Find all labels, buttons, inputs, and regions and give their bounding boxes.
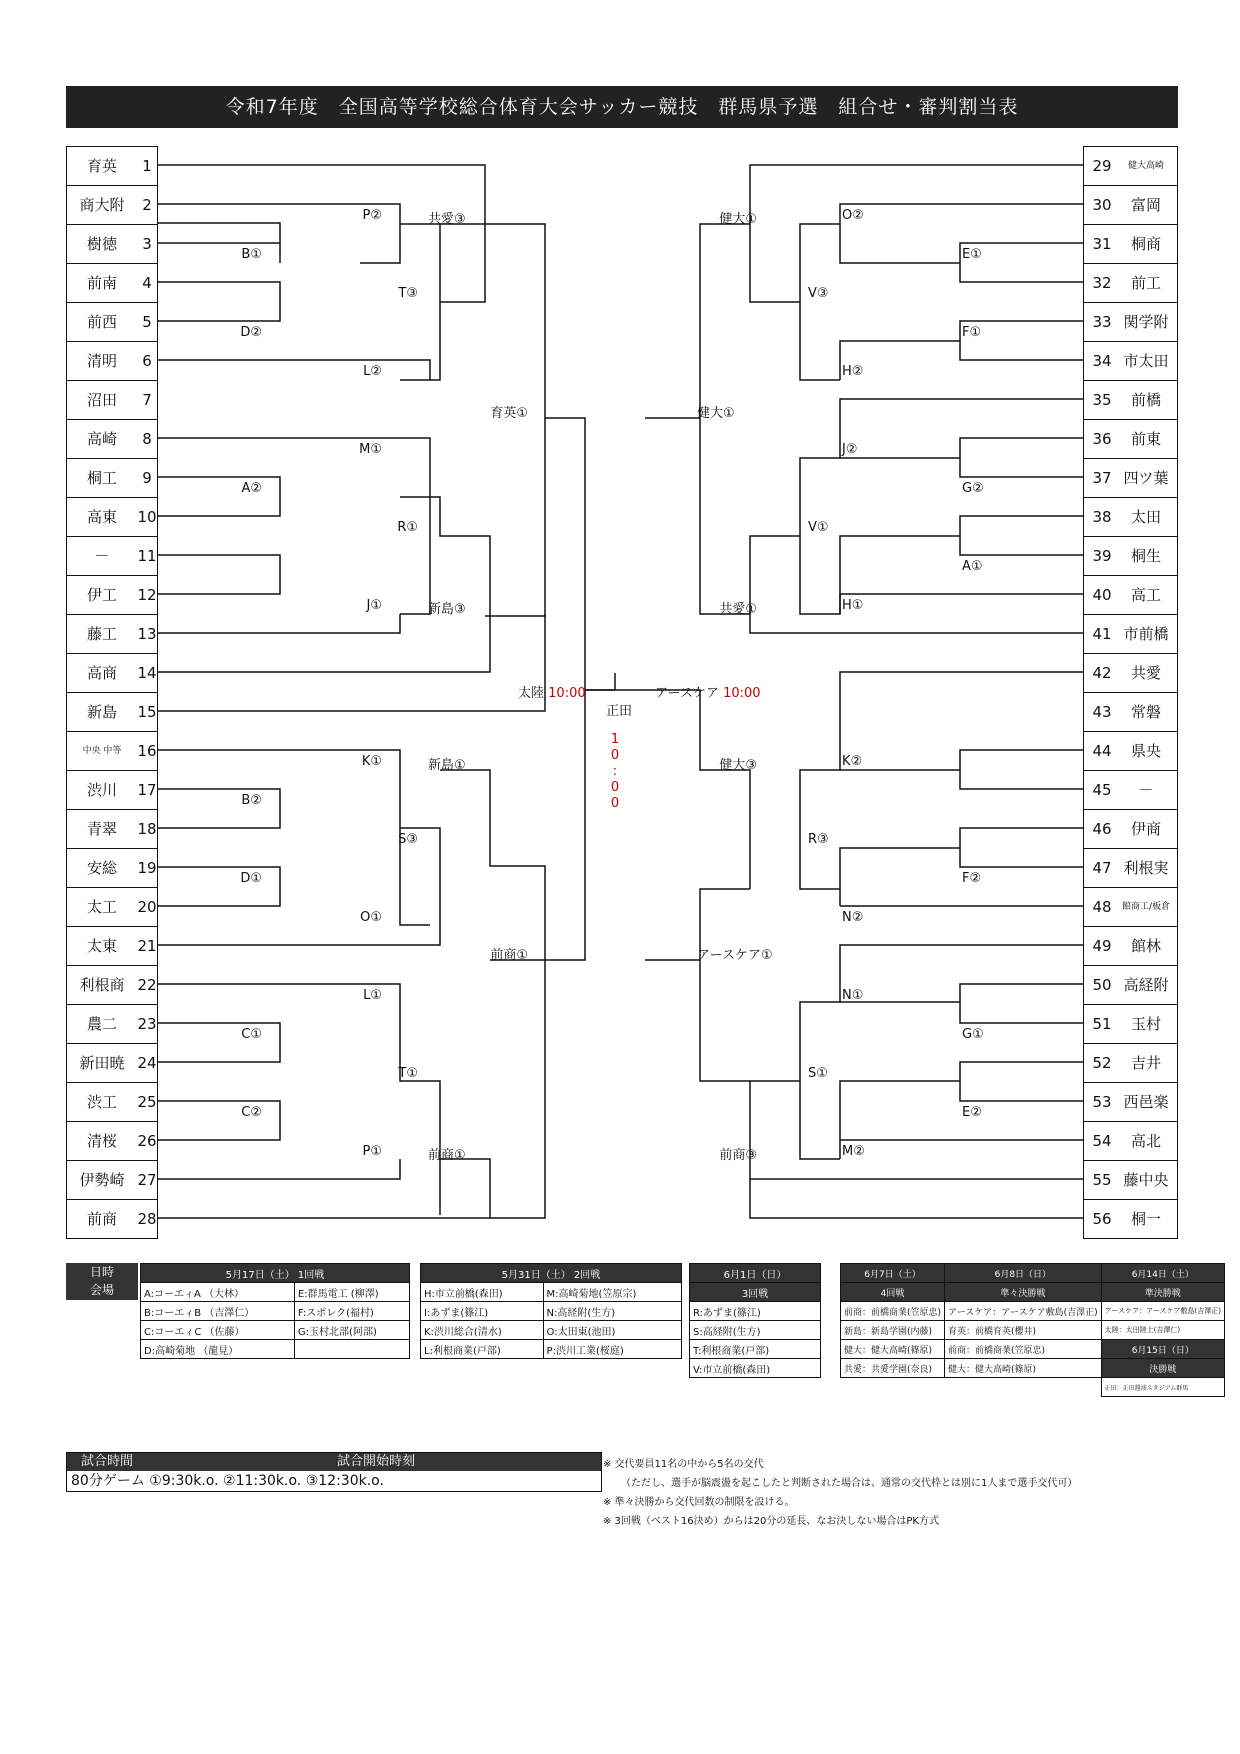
team-name: 県央: [1130, 742, 1161, 760]
left-team-slot: [66, 731, 158, 771]
team-name: 四ツ葉: [1123, 469, 1169, 487]
left-team-slot: [66, 380, 158, 420]
right-team-slot: [1083, 185, 1178, 225]
schedule-round1: 5月17日（土） 1回戦 A:コーエィA （大林） E:群馬電工 (柳澤) B:コーエィB （吉澤仁） F:スポレク(福村) C:コーエィC （佐藤） G:玉村北部(阿部) D:高崎菊地 （龍見）: [140, 1263, 410, 1359]
team-number: 39: [1092, 547, 1112, 565]
team-name: 安総: [86, 859, 117, 877]
team-number: 23: [137, 1015, 157, 1033]
bracket-label: D①: [240, 871, 262, 886]
final-center-venue: 正田: [606, 704, 633, 719]
bracket-label: H②: [842, 364, 864, 379]
right-team-slot: [1083, 731, 1178, 771]
team-name: 前工: [1130, 274, 1161, 292]
team-number: 50: [1092, 976, 1112, 994]
team-number: 22: [137, 976, 157, 994]
bracket-label: 共愛①: [719, 602, 757, 617]
bracket-label: L①: [363, 988, 382, 1003]
team-number: 16: [137, 742, 157, 760]
team-number: 1: [142, 157, 152, 175]
right-team-slot: [1083, 653, 1178, 693]
right-team-slot: [1083, 1004, 1178, 1044]
team-name: 藤工: [86, 625, 117, 643]
team-name: 太工: [86, 898, 117, 916]
left-team-slot: [66, 458, 158, 498]
left-team-slot: [66, 575, 158, 615]
team-name: 利根実: [1123, 859, 1169, 877]
team-name: 前商: [86, 1210, 117, 1228]
team-number: 40: [1092, 586, 1112, 604]
bracket-label: 前商①: [428, 1148, 466, 1163]
team-number: 47: [1092, 859, 1112, 877]
team-number: 6: [142, 352, 152, 370]
team-name: 玉村: [1130, 1015, 1161, 1033]
left-team-slot: [66, 809, 158, 849]
right-team-slot: [1083, 965, 1178, 1005]
right-team-slot: [1083, 1121, 1178, 1161]
team-number: 55: [1092, 1171, 1112, 1189]
bracket-label: O①: [360, 910, 382, 925]
bracket-label: R③: [808, 832, 829, 847]
team-name: －: [94, 547, 110, 565]
final-left-venue: 太陸 10:00: [518, 686, 586, 701]
team-number: 21: [137, 937, 157, 955]
team-number: 10: [137, 508, 157, 526]
bracket-label: K①: [361, 754, 382, 769]
team-name: 館林: [1130, 937, 1161, 955]
final-right-venue: アースケア 10:00: [655, 686, 761, 701]
team-number: 54: [1092, 1132, 1112, 1150]
bracket-label: L②: [363, 364, 382, 379]
left-team-slot: [66, 653, 158, 693]
team-name: 桐生: [1130, 547, 1161, 565]
left-team-slot: [66, 1043, 158, 1083]
bracket-label: J②: [842, 442, 858, 457]
bracket-label: G①: [962, 1027, 984, 1042]
team-number: 35: [1092, 391, 1112, 409]
team-name: 高北: [1130, 1132, 1161, 1150]
team-name: 前南: [86, 274, 117, 292]
left-team-slot: [66, 185, 158, 225]
team-name: 高工: [1130, 586, 1161, 604]
bracket-label: 育英①: [490, 406, 528, 421]
team-name: 清桜: [86, 1132, 117, 1150]
team-name: 桐工: [86, 469, 117, 487]
team-name: 育英: [86, 157, 117, 175]
page-title: 令和7年度 全国高等学校総合体育大会サッカー競技 群馬県予選 組合せ・審判割当表: [66, 86, 1178, 128]
right-team-slot: [1083, 146, 1178, 186]
team-number: 36: [1092, 430, 1112, 448]
team-number: 28: [137, 1210, 157, 1228]
team-number: 48: [1092, 898, 1112, 916]
right-team-slot: [1083, 692, 1178, 732]
left-team-slot: [66, 341, 158, 381]
bracket-label: O②: [842, 208, 864, 223]
team-name: 前橋: [1130, 391, 1161, 409]
right-team-slot: [1083, 536, 1178, 576]
team-number: 41: [1092, 625, 1112, 643]
team-number: 53: [1092, 1093, 1112, 1111]
team-number: 34: [1092, 352, 1112, 370]
schedule-side-label: 日時 会場: [66, 1263, 138, 1300]
team-number: 44: [1092, 742, 1112, 760]
team-number: 52: [1092, 1054, 1112, 1072]
bracket-label: 健大①: [697, 406, 735, 421]
team-name: 常磐: [1130, 703, 1161, 721]
bracket-label: H①: [842, 598, 864, 613]
final-center-time: 1 0 : 0 0: [610, 732, 620, 811]
bracket-label: V①: [808, 520, 829, 535]
bracket-label: D②: [240, 325, 262, 340]
team-name: 市太田: [1123, 352, 1169, 370]
left-team-slot: [66, 536, 158, 576]
team-name: 高商: [86, 664, 117, 682]
right-team-slot: [1083, 809, 1178, 849]
team-name: 伊勢崎: [79, 1171, 125, 1189]
team-number: 43: [1092, 703, 1112, 721]
left-team-slot: [66, 692, 158, 732]
bracket-label: N②: [842, 910, 864, 925]
team-number: 49: [1092, 937, 1112, 955]
team-name: 藤中央: [1123, 1171, 1169, 1189]
team-name: 清明: [86, 352, 117, 370]
right-team-slot: [1083, 1160, 1178, 1200]
bracket-label: S③: [398, 832, 418, 847]
team-number: 25: [137, 1093, 157, 1111]
right-team-slot: [1083, 887, 1178, 927]
bracket-label: T③: [398, 286, 418, 301]
team-name: 渋工: [86, 1093, 117, 1111]
team-number: 4: [142, 274, 152, 292]
team-number: 14: [137, 664, 157, 682]
left-team-slot: [66, 1160, 158, 1200]
left-team-slot: [66, 614, 158, 654]
team-number: 46: [1092, 820, 1112, 838]
bracket-label: N①: [842, 988, 864, 1003]
team-name: －: [1138, 781, 1154, 799]
team-number: 7: [142, 391, 152, 409]
bracket-label: T①: [398, 1066, 418, 1081]
team-number: 33: [1092, 313, 1112, 331]
bracket-label: 健大③: [719, 758, 757, 773]
schedule-round3: 6月1日（日） 3回戦 R:あずま(篠江) S:高経附(生方) T:利根商業(戸部) V:市立前橋(森田): [689, 1263, 821, 1378]
right-team-slot: [1083, 848, 1178, 888]
right-team-slot: [1083, 575, 1178, 615]
team-name: 農二: [86, 1015, 117, 1033]
right-team-slot: [1083, 926, 1178, 966]
team-number: 12: [137, 586, 157, 604]
bracket-label: 前商①: [490, 948, 528, 963]
bracket-label: 共愛③: [428, 212, 466, 227]
bracket-label: A①: [962, 559, 983, 574]
team-number: 8: [142, 430, 152, 448]
right-team-slot: [1083, 458, 1178, 498]
team-name: 渋川: [86, 781, 117, 799]
left-team-slot: [66, 770, 158, 810]
team-number: 19: [137, 859, 157, 877]
team-number: 17: [137, 781, 157, 799]
right-team-slot: [1083, 1043, 1178, 1083]
team-number: 3: [142, 235, 152, 253]
bracket-label: V③: [808, 286, 829, 301]
team-name: 商大附: [79, 196, 125, 214]
left-team-slot: [66, 263, 158, 303]
team-name: 樹徳: [86, 235, 117, 253]
right-team-slot: [1083, 770, 1178, 810]
bracket-label: K②: [842, 754, 863, 769]
left-team-slot: [66, 1199, 158, 1239]
team-number: 30: [1092, 196, 1112, 214]
right-team-slot: [1083, 497, 1178, 537]
right-team-slot: [1083, 341, 1178, 381]
bracket-label: M②: [842, 1144, 865, 1159]
left-team-slot: [66, 887, 158, 927]
team-number: 42: [1092, 664, 1112, 682]
team-name: 伊工: [86, 586, 117, 604]
team-number: 26: [137, 1132, 157, 1150]
team-name: 市前橋: [1123, 625, 1169, 643]
match-time-box: 試合時間 試合開始時刻 80分ゲーム ①9:30k.o. ②11:30k.o. ③12:30k.o.: [66, 1452, 602, 1492]
left-team-slot: [66, 224, 158, 264]
team-name: 中央 中等: [82, 746, 122, 756]
team-number: 45: [1092, 781, 1112, 799]
schedule-round4-final: 6月7日（土） 6月8日（日） 6月14日（土） 4回戦 準々決勝戦 準決勝戦 前商：前橋商業(笠原忠) アースケア：アースケア敷島(吉澤正) アースケア：アースケア敷島(吉澤正) 新島：新島学園(内藤) 育英：前橋育英(櫻井) 太陸：太田陸上(吉澤仁) 健大：健大高崎(篠原) 前商：前橋商業(笠原忠) 6月15日（日） 共愛：共愛学園(奈良) 健大：健大高崎(篠原) 決勝戦 正田：正田醤油スタジアム群馬: [840, 1263, 1225, 1397]
team-number: 15: [137, 703, 157, 721]
bracket-label: P②: [362, 208, 382, 223]
team-number: 31: [1092, 235, 1112, 253]
team-number: 2: [142, 196, 152, 214]
bracket-label: 前商③: [719, 1148, 757, 1163]
bracket-label: B②: [241, 793, 262, 808]
bracket-label: F①: [962, 325, 982, 340]
team-number: 32: [1092, 274, 1112, 292]
bracket-label: B①: [241, 247, 262, 262]
team-name: 桐商: [1130, 235, 1161, 253]
team-name: 健大高崎: [1127, 161, 1164, 171]
bracket-label: S①: [808, 1066, 828, 1081]
right-team-slot: [1083, 224, 1178, 264]
bracket-label: 健大①: [719, 212, 757, 227]
bracket-label: E①: [962, 247, 982, 262]
bracket-label: 新島①: [428, 758, 466, 773]
left-team-slot: [66, 1082, 158, 1122]
team-name: 高東: [86, 508, 117, 526]
team-number: 18: [137, 820, 157, 838]
bracket-label: G②: [962, 481, 984, 496]
team-name: 高経附: [1123, 976, 1169, 994]
bracket-label: M①: [359, 442, 382, 457]
team-name: 館商工/板倉: [1121, 902, 1171, 912]
bracket-label: 新島③: [428, 602, 466, 617]
team-number: 29: [1092, 157, 1112, 175]
right-team-slot: [1083, 419, 1178, 459]
left-team-slot: [66, 965, 158, 1005]
team-number: 11: [137, 547, 157, 565]
team-name: 伊商: [1130, 820, 1161, 838]
team-name: 高崎: [86, 430, 117, 448]
left-team-slot: [66, 926, 158, 966]
team-name: 前西: [86, 313, 117, 331]
team-number: 9: [142, 469, 152, 487]
bracket-label: E②: [962, 1105, 982, 1120]
bracket-label: P①: [362, 1144, 382, 1159]
team-number: 38: [1092, 508, 1112, 526]
team-name: 前東: [1130, 430, 1161, 448]
right-team-slot: [1083, 1199, 1178, 1239]
right-team-slot: [1083, 380, 1178, 420]
left-team-slot: [66, 848, 158, 888]
left-team-slot: [66, 1004, 158, 1044]
team-number: 37: [1092, 469, 1112, 487]
team-name: 新島: [86, 703, 117, 721]
team-name: 沼田: [86, 391, 117, 409]
left-team-slot: [66, 302, 158, 342]
notes: ※ 交代要員11名の中から5名の交代 （ただし、選手が脳震盪を起こしたと判断された場合は、通常の交代枠とは別に1人まで選手交代可） ※ 準々決勝から交代回数の制限を設ける。 ※ 3回戦（ベスト16決め）からは20分の延長、なお決しない場合はPK方式: [603, 1459, 1078, 1527]
team-name: 共愛: [1130, 664, 1161, 682]
bracket-label: A②: [241, 481, 262, 496]
team-name: 西邑楽: [1123, 1093, 1169, 1111]
team-name: 関学附: [1123, 313, 1169, 331]
team-name: 青翠: [86, 820, 117, 838]
bracket-label: J①: [366, 598, 382, 613]
team-number: 5: [142, 313, 152, 331]
right-team-slot: [1083, 614, 1178, 654]
team-name: 利根商: [79, 976, 125, 994]
right-team-slot: [1083, 1082, 1178, 1122]
left-team-slot: [66, 497, 158, 537]
right-team-slot: [1083, 302, 1178, 342]
left-team-slot: [66, 1121, 158, 1161]
bracket-label: アースケア①: [697, 948, 773, 963]
left-team-slot: [66, 419, 158, 459]
bracket-label: F②: [962, 871, 982, 886]
team-name: 富岡: [1130, 196, 1161, 214]
team-name: 桐一: [1130, 1210, 1161, 1228]
right-team-slot: [1083, 263, 1178, 303]
schedule-round2: 5月31日（土） 2回戦 H:市立前橋(森田) M:高崎菊地(笠原宗) I:あずま(篠江) N:高経附(生方) K:渋川総合(清水) O:太田東(池田) L:利根商業(戸部) P:渋川工業(桜庭): [420, 1263, 682, 1359]
team-number: 51: [1092, 1015, 1112, 1033]
team-name: 吉井: [1130, 1054, 1161, 1072]
left-team-slot: [66, 146, 158, 186]
team-number: 20: [137, 898, 157, 916]
team-number: 56: [1092, 1210, 1112, 1228]
bracket-label: C②: [241, 1105, 262, 1120]
team-number: 24: [137, 1054, 157, 1072]
team-name: 太田: [1130, 508, 1161, 526]
bracket-label: C①: [241, 1027, 262, 1042]
team-number: 13: [137, 625, 157, 643]
bracket-label: R①: [397, 520, 418, 535]
team-name: 太東: [86, 937, 117, 955]
team-name: 新田暁: [79, 1054, 125, 1072]
team-number: 27: [137, 1171, 157, 1189]
